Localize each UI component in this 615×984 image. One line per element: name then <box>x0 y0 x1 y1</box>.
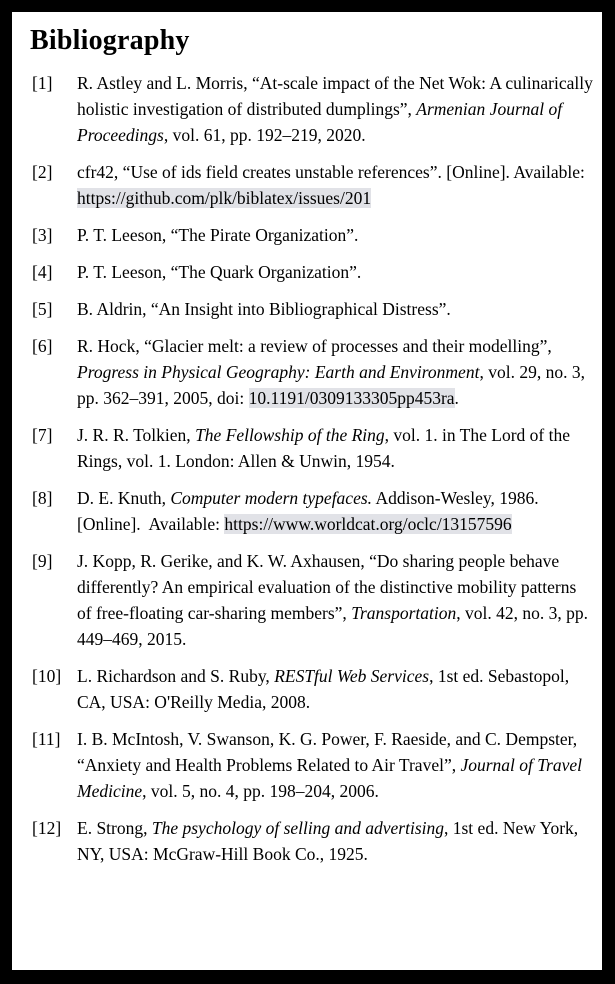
entry-number: [1] <box>32 73 53 93</box>
entry-text <box>77 259 594 285</box>
entry-text-segment: Addison-Wesley, 1986. [Online]. Available: <box>77 488 544 534</box>
entry-text-segment: , vol. 1. in The Lord of the Rings, vol. 1. London: Allen & Unwin, 1954. <box>77 425 575 471</box>
entry-link[interactable]: https://github.com/plk/biblatex/issues/201 <box>77 188 372 208</box>
bibliography-entry <box>32 548 594 652</box>
entry-text-segment: P. T. Leeson, “The Pirate Organization”. <box>77 225 359 245</box>
entry-text <box>77 485 594 537</box>
bibliography-entry <box>32 296 594 322</box>
entry-italic-title: The psychology of selling and advertising <box>151 818 444 838</box>
bibliography-entry <box>32 259 594 285</box>
entry-text <box>77 333 594 411</box>
bibliography-entry <box>32 159 594 211</box>
entry-text-segment: P. T. Leeson, “The Quark Organization”. <box>77 262 362 282</box>
entry-text-segment: L. Richardson and S. Ruby, <box>77 666 275 686</box>
entry-italic-title: The Fellowship of the Ring <box>195 425 385 445</box>
entry-text-segment: , 1st ed. Sebastopol, CA, USA: O'Reilly Media, 2008. <box>77 666 574 712</box>
entry-text-segment: , 1st ed. New York, NY, USA: McGraw-Hill Book Co., 1925. <box>77 818 583 864</box>
entry-text <box>77 726 594 804</box>
entry-link[interactable]: https://www.worldcat.org/oclc/13157596 <box>224 514 512 534</box>
entry-italic-title: Armenian Journal of Proceedings <box>77 99 567 145</box>
entry-number: [9] <box>32 551 53 571</box>
bibliography-entry <box>32 485 594 537</box>
entry-text <box>77 548 594 652</box>
entry-text-segment: D. E. Knuth, <box>77 488 171 508</box>
entry-text <box>77 70 598 148</box>
entry-number: [4] <box>32 262 53 282</box>
entry-italic-title: Transportation <box>351 603 457 623</box>
entry-number: [6] <box>32 336 53 356</box>
bibliography-entry <box>32 726 594 804</box>
bibliography-entry <box>32 333 594 411</box>
entry-italic-title: Journal of Travel Medicine <box>77 755 587 801</box>
entry-italic-title: Progress in Physical Geography: Earth and Environment <box>77 362 480 382</box>
entry-text-segment: R. Astley and L. Morris, “At-scale impact of the Net Wok: A culinarically holistic investigation of distributed dumplings”, <box>77 73 598 119</box>
document-page <box>12 12 602 970</box>
entry-text <box>77 159 594 211</box>
entry-number: [8] <box>32 488 53 508</box>
bibliography-entry <box>32 663 594 715</box>
entry-text-segment: cfr42, “Use of ids field creates unstable references”. [Online]. Available: <box>77 162 590 182</box>
entry-text-segment: J. R. R. Tolkien, <box>77 425 196 445</box>
entry-text <box>77 296 594 322</box>
entry-italic-title: Computer modern typefaces. <box>170 488 373 508</box>
bibliography-list <box>30 70 598 867</box>
entry-number: [2] <box>32 162 53 182</box>
entry-text-segment: J. Kopp, R. Gerike, and K. W. Axhausen, “Do sharing people behave differently? An empirical evaluation of the distinctive mobility patterns of free-floating car-sharing members”, <box>77 551 581 623</box>
entry-text-segment: R. Hock, “Glacier melt: a review of processes and their modelling”, <box>77 336 557 356</box>
entry-text-segment: , vol. 61, pp. 192–219, 2020. <box>163 125 366 145</box>
entry-italic-title: RESTful Web Services <box>274 666 430 686</box>
entry-text <box>77 815 594 867</box>
entry-text <box>77 422 594 474</box>
entry-text <box>77 663 594 715</box>
entry-text-segment: . <box>454 388 459 408</box>
entry-number: [5] <box>32 299 53 319</box>
entry-number: [7] <box>32 425 53 445</box>
entry-number: [3] <box>32 225 53 245</box>
entry-number: [10] <box>32 666 62 686</box>
entry-text-segment: , vol. 42, no. 3, pp. 449–469, 2015. <box>77 603 593 649</box>
entry-link[interactable]: 10.1191/0309133305pp453ra <box>248 388 455 408</box>
entry-number: [12] <box>32 818 62 838</box>
bibliography-entry <box>32 815 594 867</box>
entry-text-segment: , vol. 5, no. 4, pp. 198–204, 2006. <box>142 781 379 801</box>
page-title: Bibliography <box>30 25 190 56</box>
entry-text-segment: E. Strong, <box>77 818 152 838</box>
entry-text <box>77 222 594 248</box>
entry-number: [11] <box>32 729 61 749</box>
bibliography-entry <box>32 222 594 248</box>
bibliography-entry <box>32 70 598 148</box>
bibliography-entry <box>32 422 594 474</box>
entry-text-segment: , vol. 29, no. 3, pp. 362–391, 2005, doi: <box>77 362 590 408</box>
entry-text-segment: I. B. McIntosh, V. Swanson, K. G. Power, F. Raeside, and C. Dempster, “Anxiety and Health Problems Related to Air Travel”, <box>77 729 582 775</box>
entry-text-segment: B. Aldrin, “An Insight into Bibliographical Distress”. <box>77 299 451 319</box>
